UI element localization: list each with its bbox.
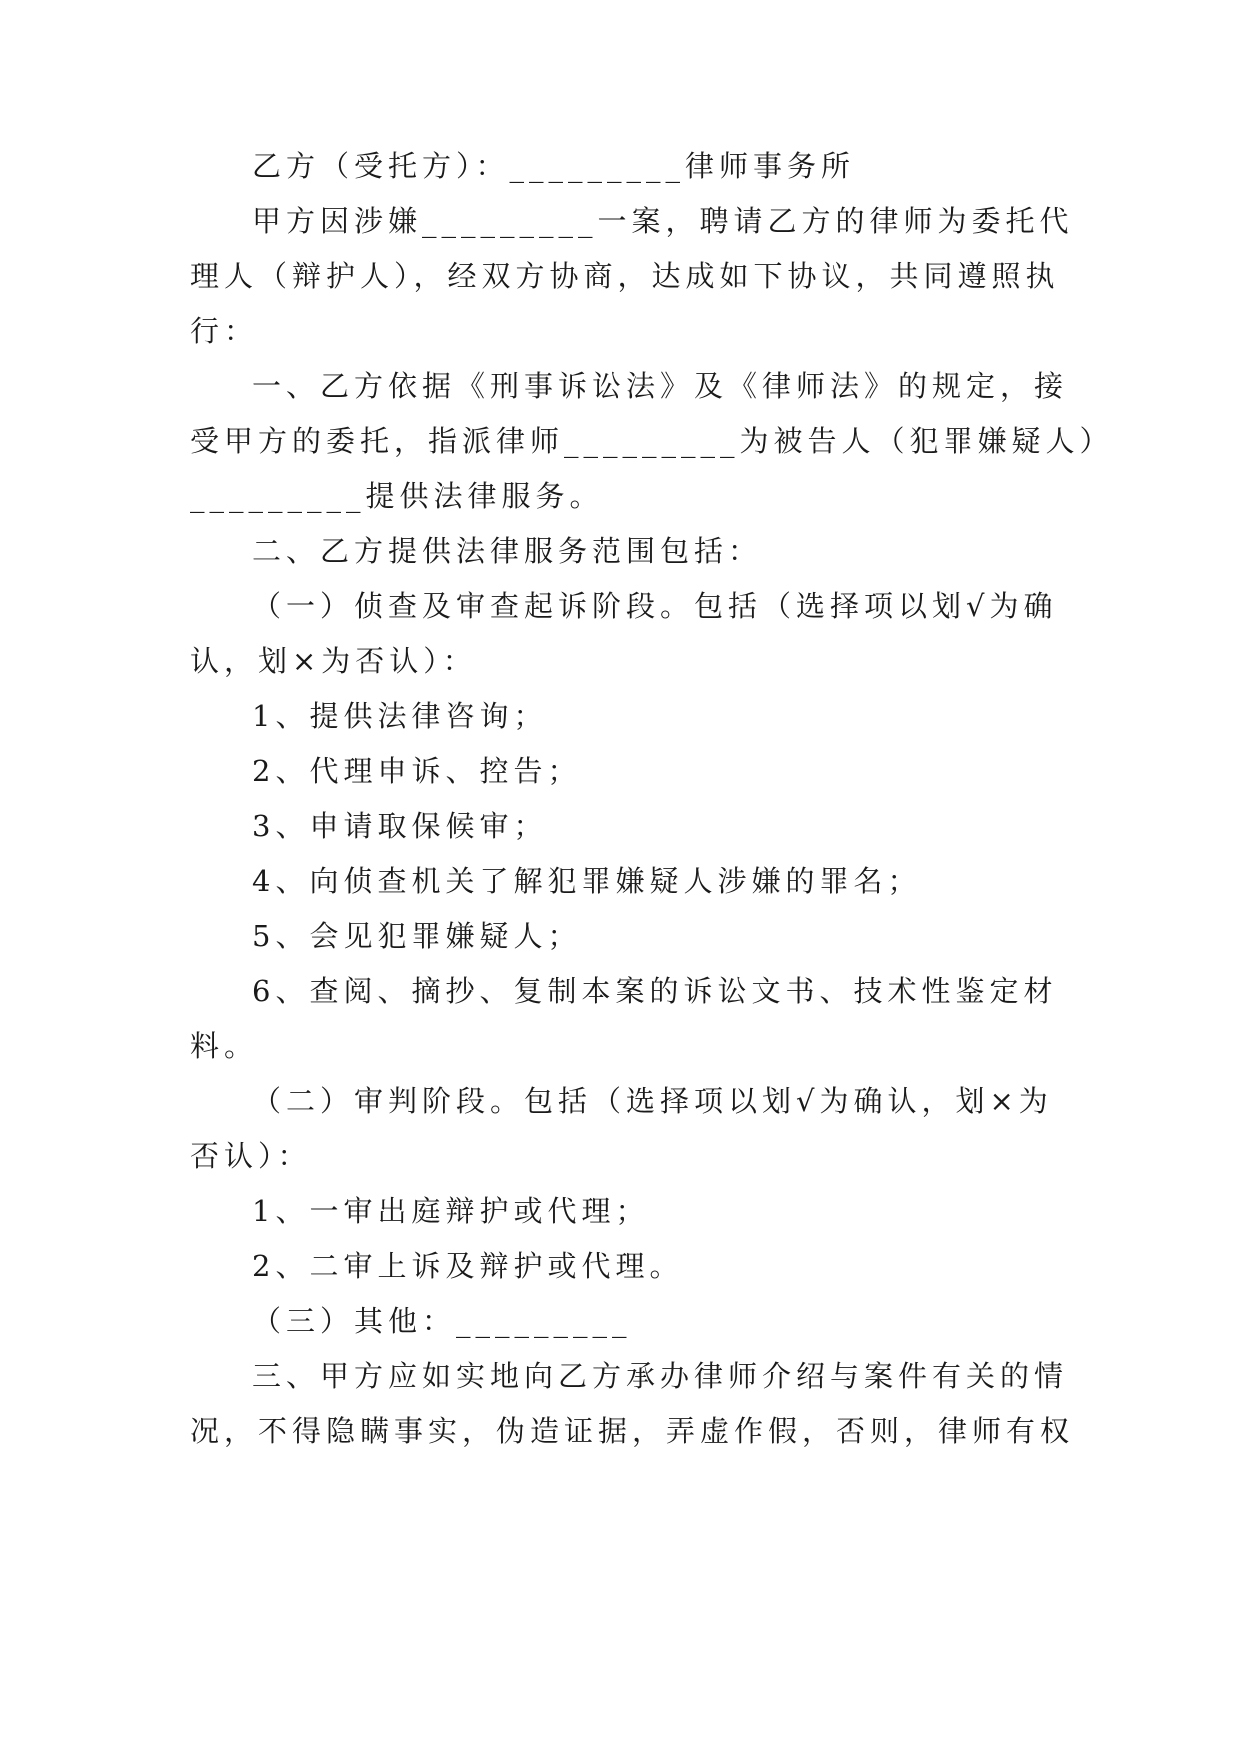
clause-intro-line-3: 行： (190, 314, 259, 348)
clause-2-2-line-1: （二）审判阶段。包括（选择项以划√为确认，划×为 (252, 1084, 1053, 1118)
clause-1-line-2: 受甲方的委托，指派律师_________为被告人（犯罪嫌疑人） (190, 424, 1114, 458)
list-item-continuation: 料。 (190, 1029, 259, 1063)
list-item: 4、向侦查机关了解犯罪嫌疑人涉嫌的罪名； (252, 864, 922, 898)
list-item: 2、代理申诉、控告； (252, 754, 582, 788)
clause-2-3: （三）其他：_________ (252, 1304, 632, 1338)
clause-1-line-1: 一、乙方依据《刑事诉讼法》及《律师法》的规定，接 (252, 369, 1069, 403)
clause-3-line-1: 三、甲方应如实地向乙方承办律师介绍与案件有关的情 (252, 1359, 1069, 1393)
clause-intro-line-2: 理人（辩护人），经双方协商，达成如下协议，共同遵照执 (190, 259, 1060, 293)
list-item: 3、申请取保候审； (252, 809, 548, 843)
clause-2-2-line-2: 否认）： (190, 1139, 312, 1173)
clause-1-line-3: _________提供法律服务。 (190, 479, 604, 513)
clause-intro-line-1: 甲方因涉嫌_________一案，聘请乙方的律师为委托代 (252, 204, 1074, 238)
clause-3-line-2: 况，不得隐瞒事实，伪造证据，弄虚作假，否则，律师有权 (190, 1414, 1075, 1448)
list-item: 2、二审上诉及辩护或代理。 (252, 1249, 684, 1283)
list-item: 1、一审出庭辩护或代理； (252, 1194, 650, 1228)
clause-2-1-line-1: （一）侦查及审查起诉阶段。包括（选择项以划√为确 (252, 589, 1058, 623)
clause-party-b: 乙方（受托方）：_________律师事务所 (252, 149, 856, 183)
clause-2-heading: 二、乙方提供法律服务范围包括： (252, 534, 763, 568)
list-item: 1、提供法律咨询； (252, 699, 548, 733)
list-item: 6、查阅、摘抄、复制本案的诉讼文书、技术性鉴定材 (252, 974, 1058, 1008)
list-item: 5、会见犯罪嫌疑人； (252, 919, 582, 953)
clause-2-1-line-2: 认，划×为否认）： (190, 644, 477, 678)
